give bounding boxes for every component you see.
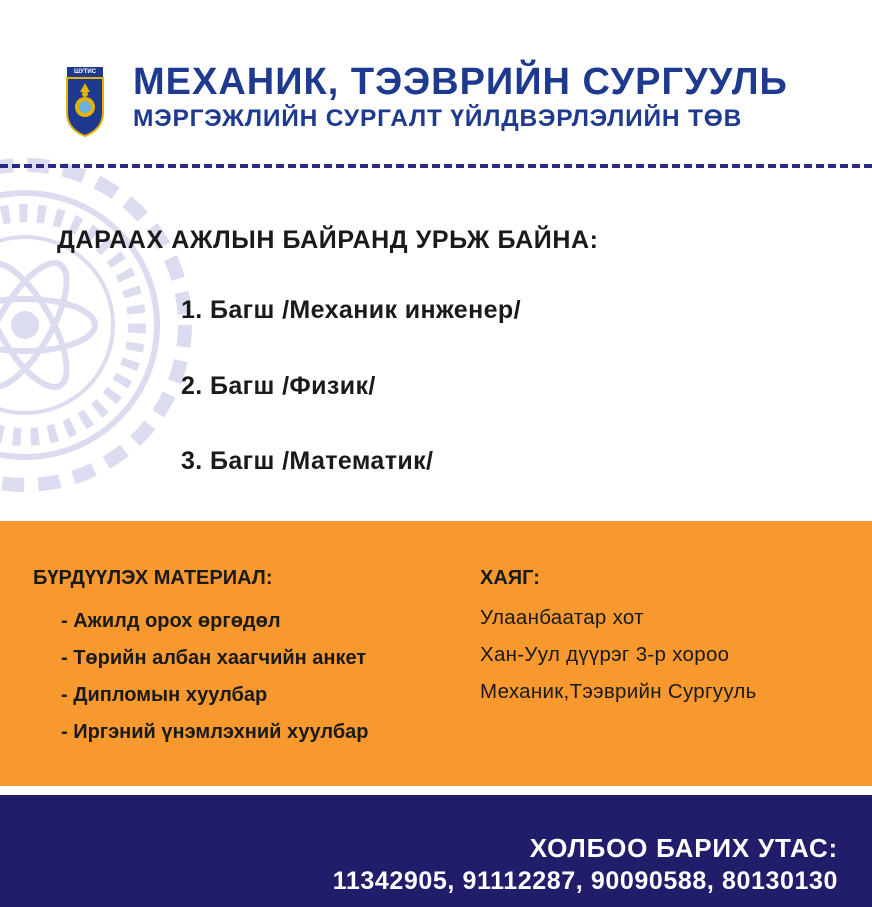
position-item: 2. Багш /Физик/ xyxy=(181,372,376,400)
address-list xyxy=(480,599,757,710)
logo-text: ШУТИС xyxy=(73,69,97,75)
materials-list xyxy=(61,603,369,751)
school-shield-emblem-icon xyxy=(66,67,104,137)
material-item: - Төрийн албан хаагчийн анкет xyxy=(61,647,367,669)
material-item: - Иргэний үнэмлэхний хуулбар xyxy=(61,721,369,743)
dotted-divider xyxy=(0,164,872,168)
position-item: 1. Багш /Механик инженер/ xyxy=(181,296,521,324)
gear-atom-emblem-icon xyxy=(0,150,200,500)
school-title: МЕХАНИК, ТЭЭВРИЙН СУРГУУЛЬ xyxy=(133,61,788,103)
contact-footer xyxy=(0,795,872,907)
material-item: - Ажилд орох өргөдөл xyxy=(61,610,281,632)
address-line: Улаанбаатар хот xyxy=(480,606,644,629)
address-line: Механик,Тээврийн Сургууль xyxy=(480,680,757,703)
contact-phone-numbers: 11342905, 91112287, 90090588, 80130130 xyxy=(332,867,838,895)
address-heading: ХАЯГ: xyxy=(480,567,540,589)
contact-heading: ХОЛБОО БАРИХ УТАС: xyxy=(529,833,838,863)
position-item: 3. Багш /Математик/ xyxy=(181,447,434,475)
requirements-panel xyxy=(0,521,872,786)
address-line: Хан-Уул дүүрэг 3-р хороо xyxy=(480,643,730,666)
material-item: - Дипломын хуулбар xyxy=(61,684,268,706)
school-subtitle: МЭРГЭЖЛИЙН СУРГАЛТ ҮЙЛДВЭРЛЭЛИЙН ТӨВ xyxy=(133,105,743,132)
materials-heading: БҮРДҮҮЛЭХ МАТЕРИАЛ: xyxy=(33,567,273,589)
invitation-heading: ДАРААХ АЖЛЫН БАЙРАНД УРЬЖ БАЙНА: xyxy=(57,226,599,254)
